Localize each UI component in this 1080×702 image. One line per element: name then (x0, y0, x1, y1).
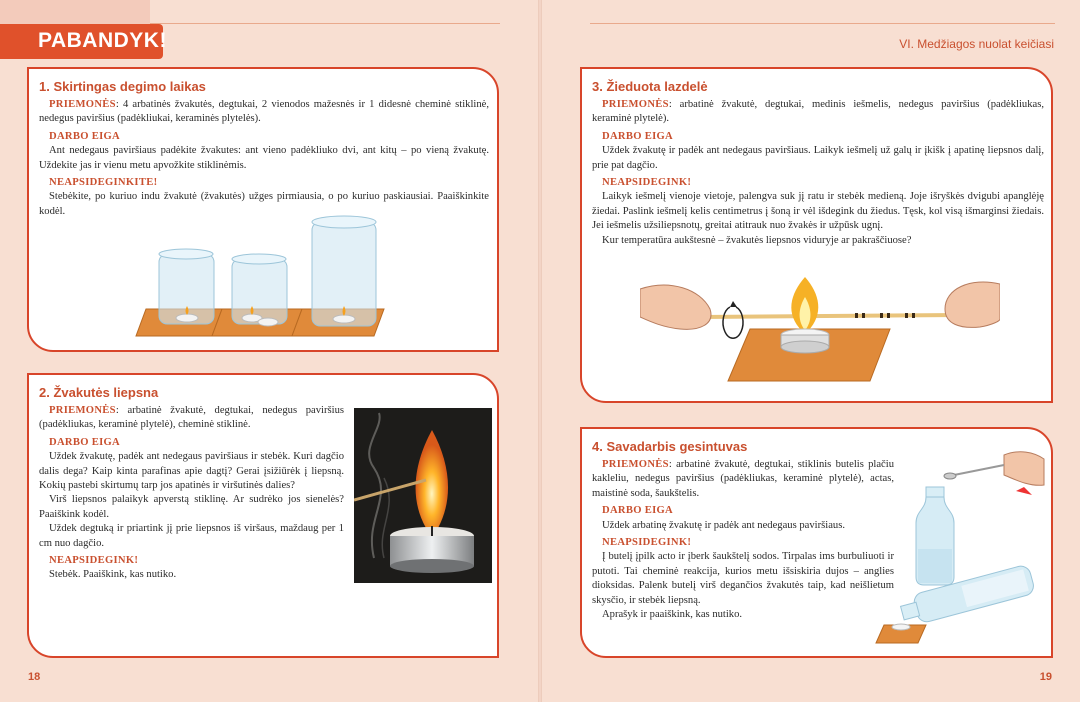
materials-text: : 4 arbatinės žvakutės, degtukai, 2 vienodos mažesnės ir 1 didesnė cheminė stiklinė, nedegus paviršius (padėkliukai, keraminės plytelės). (39, 99, 489, 125)
caution-text-2: Aprašyk ir paaiškink, kas nutiko. (602, 609, 743, 621)
section-3-text (592, 98, 1044, 248)
procedure-label: DARBO EIGA (602, 130, 673, 142)
procedure-label: DARBO EIGA (602, 505, 673, 517)
banner-tab (0, 0, 150, 24)
banner-title: PABANDYK! (38, 29, 167, 52)
caution-label: NEAPSIDEGINK! (49, 555, 139, 567)
candle-flame-photo (354, 408, 492, 583)
section-1-box (27, 67, 499, 352)
section-4-title: 4. Savadarbis gesintuvas (592, 439, 748, 454)
caution-label: NEAPSIDEGINKITE! (49, 177, 158, 189)
ringed-skewer-illustration (640, 269, 1000, 385)
section-2-text (39, 404, 344, 583)
materials-label: PRIEMONĖS (602, 99, 669, 110)
materials-label: PRIEMONĖS (49, 405, 116, 416)
caution-text-1: Laikyk iešmelį vienoje vietoje, palengva suk jį ratu ir stebėk medieną. Joje išryškės dvigubi apanglėję žiedai. Paslink iešmelį kelis centimetrus į šoną ir vėl išdegink du žiedus. Tęsk, kol visą išmarginsi žiedais. Jei iešmelis užsiliepsnotų, greitai atitrauk nuo žvakės ir užpūsk ugnį. (592, 191, 1044, 232)
caution-label: NEAPSIDEGINK! (602, 177, 692, 189)
caution-text-2: Kur temperatūra aukštesnė – žvakutės liepsnos viduryje ar pakraščiuose? (602, 234, 912, 246)
homemade-extinguisher-illustration (854, 447, 1050, 655)
section-2-title: 2. Žvakutės liepsna (39, 385, 159, 400)
chapter-title: VI. Medžiagos nuolat keičiasi (899, 37, 1054, 51)
section-1-title: 1. Skirtingas degimo laikas (39, 79, 206, 94)
procedure-text: Uždek arbatinę žvakutę ir padėk ant nedegaus paviršiaus. (602, 519, 845, 531)
procedure-text-1: Uždek žvakutę, padėk ant nedegaus paviršiaus ir stebėk. Kuri dagčio dalis dega? Kaip kinta parafinas apie dagtį? Gerai įsižiūrėk į liepsną. Kokių pastebi skirtumų tarp jos apatinės ir viršutinės dalies? (39, 451, 344, 492)
header-rule-left (150, 23, 500, 24)
candles-under-glasses-illustration (134, 214, 394, 339)
header-rule-right (590, 23, 1055, 24)
section-1-text (39, 98, 489, 219)
procedure-text: Uždek žvakutę ir padėk ant nedegaus paviršiaus. Laikyk iešmelį už galų ir įkišk į apatinę liepsnos dalį, prie pat dagčio. (592, 145, 1044, 171)
section-4-text (592, 458, 894, 622)
procedure-text-3: Uždek degtuką ir priartink jį prie liepsnos iš viršaus, maždaug per 1 cm nuo dagčio. (39, 523, 344, 549)
section-4-box (580, 427, 1053, 658)
caution-label: NEAPSIDEGINK! (602, 537, 692, 549)
caution-text: Stebėkite, po kuriuo indu žvakutė (žvakutės) užges pirmiausia, o po kuriuo paskiausiai. Paaiškinkite kodėl. (39, 191, 489, 217)
page-number-right: 19 (1039, 671, 1052, 683)
materials-label: PRIEMONĖS (602, 459, 669, 470)
caution-text: Stebėk. Paaiškink, kas nutiko. (49, 569, 177, 581)
procedure-label: DARBO EIGA (49, 130, 120, 142)
materials-text: : arbatinė žvakutė, degtukai, stiklinis butelis plačiu kakleliu, nedegus paviršius (padėkliukas, keraminė plytelė), actas, maistinė soda, šaukštelis. (592, 459, 894, 499)
page-gutter (538, 0, 542, 702)
page-number-left: 18 (28, 671, 41, 683)
materials-label: PRIEMONĖS (49, 99, 116, 110)
procedure-text-2: Virš liepsnos palaikyk apverstą stiklinę. Ar sudrėko jos sienelės? Paaiškink kodėl. (39, 494, 344, 520)
procedure-text: Ant nedegaus paviršiaus padėkite žvakutes: ant vieno padėkliuko dvi, ant kitų – po vieną žvakutę. Uždekite jas ir vienu metu apvožkite stiklinėmis. (39, 145, 489, 171)
section-2-box (27, 373, 499, 658)
caution-text-1: Į butelį įpilk acto ir įberk šaukštelį sodos. Tirpalas ims burbuliuoti ir putoti. Tai cheminė reakcija, kurios metu išsiskiria dujos – anglies dioksidas. Palenk butelį virš degančios žvakutės taip, kad neišlietum skysčio, ir stebėk liepsną. (592, 551, 894, 606)
materials-text: : arbatinė žvakutė, degtukai, medinis iešmelis, nedegus paviršius (padėkliukas, keraminė plytelė). (592, 99, 1044, 125)
materials-text: : arbatinė žvakutė, degtukai, nedegus paviršius (padėkliukas, keraminė plytelė), cheminė stiklinė. (39, 405, 344, 431)
section-3-box (580, 67, 1053, 403)
procedure-label: DARBO EIGA (49, 436, 120, 448)
section-3-title: 3. Žieduota lazdelė (592, 79, 708, 94)
